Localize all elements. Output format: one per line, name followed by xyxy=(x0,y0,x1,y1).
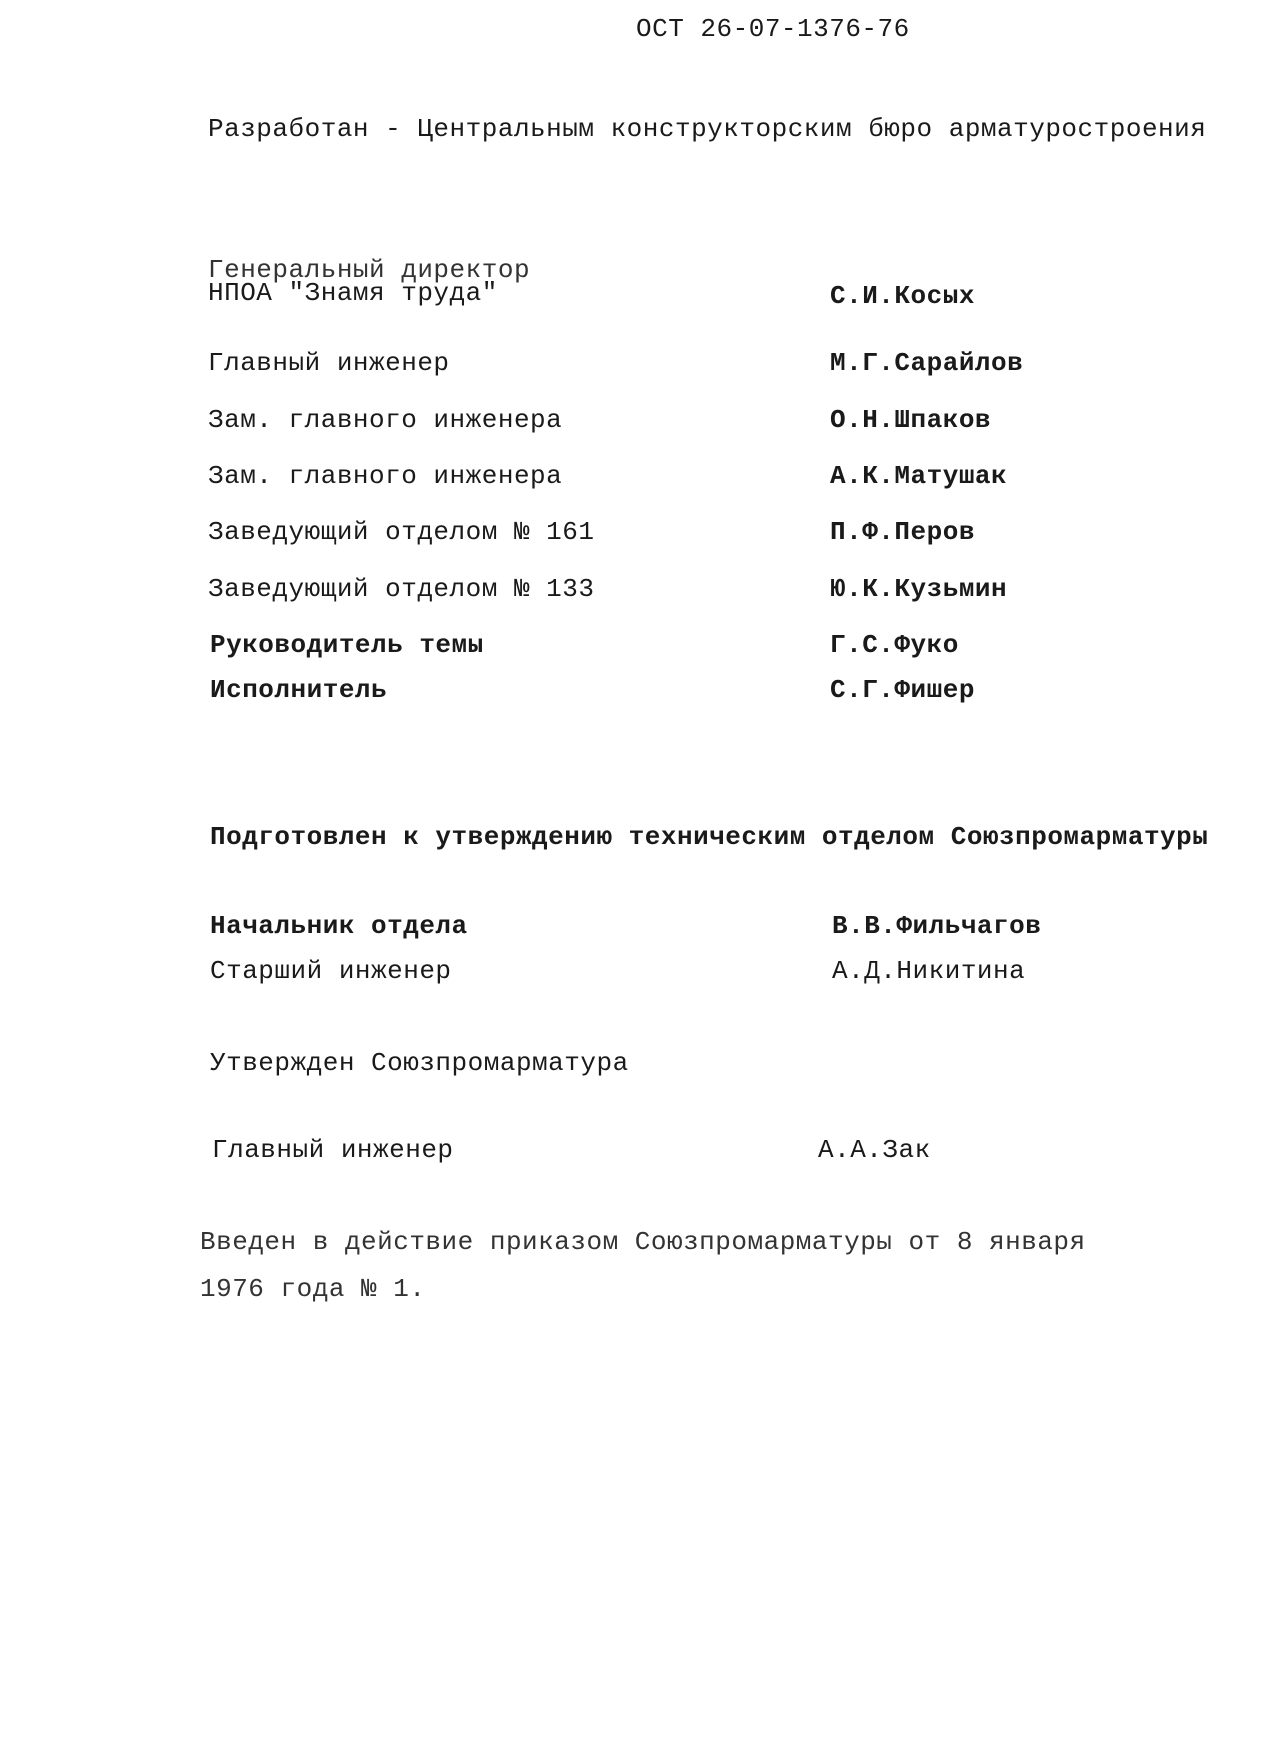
signatory-role-deputy-chief-1: Зам. главного инженера xyxy=(208,405,563,435)
developed-by-line: Разработан - Центральным конструкторским бюро арматуростроения xyxy=(208,114,1207,144)
prepared-by-line: Подготовлен к утверждению техническим отделом Союзпромарматуры xyxy=(210,822,1209,852)
signatory-role-topic-lead: Руководитель темы xyxy=(210,630,484,660)
signatory-role-general-director: Генеральный директор xyxy=(208,255,531,285)
enacted-line-1: Введен в действие приказом Союзпромарматуры от 8 января xyxy=(200,1227,1086,1257)
signatory-role-chief-engineer: Главный инженер xyxy=(208,348,450,378)
signatory-role-deputy-chief-2: Зам. главного инженера xyxy=(208,461,563,491)
signatory-role-executor: Исполнитель xyxy=(210,675,388,705)
approved-by-line: Утвержден Союзпромарматура xyxy=(210,1048,629,1078)
signatory-name-dept-head-161: П.Ф.Перов xyxy=(830,517,975,547)
prepared-name-dept-chief: В.В.Фильчагов xyxy=(832,911,1042,941)
document-code: ОСТ 26-07-1376-76 xyxy=(636,14,910,44)
prepared-role-dept-chief: Начальник отдела xyxy=(210,911,468,941)
signatory-name-dept-head-133: Ю.К.Кузьмин xyxy=(830,574,1008,604)
approved-role-chief-engineer: Главный инженер xyxy=(212,1135,454,1165)
signatory-name-chief-engineer: М.Г.Сарайлов xyxy=(830,348,1024,378)
signatory-name-deputy-chief-2: А.К.Матушак xyxy=(830,461,1008,491)
prepared-name-senior-engineer: А.Д.Никитина xyxy=(832,956,1026,986)
signatory-name-general-director: С.И.Косых xyxy=(830,281,975,311)
signatory-name-executor: С.Г.Фишер xyxy=(830,675,975,705)
enacted-line-2: 1976 года № 1. xyxy=(200,1274,426,1304)
approved-name-chief-engineer: А.А.Зак xyxy=(818,1135,931,1165)
signatory-name-topic-lead: Г.С.Фуко xyxy=(830,630,959,660)
signatory-role-dept-head-133: Заведующий отделом № 133 xyxy=(208,574,595,604)
signatory-role-dept-head-161: Заведующий отделом № 161 xyxy=(208,517,595,547)
signatory-name-deputy-chief-1: О.Н.Шпаков xyxy=(830,405,992,435)
prepared-role-senior-engineer: Старший инженер xyxy=(210,956,452,986)
signatory-role-general-director-org: НПОА "Знамя труда" xyxy=(208,278,498,308)
